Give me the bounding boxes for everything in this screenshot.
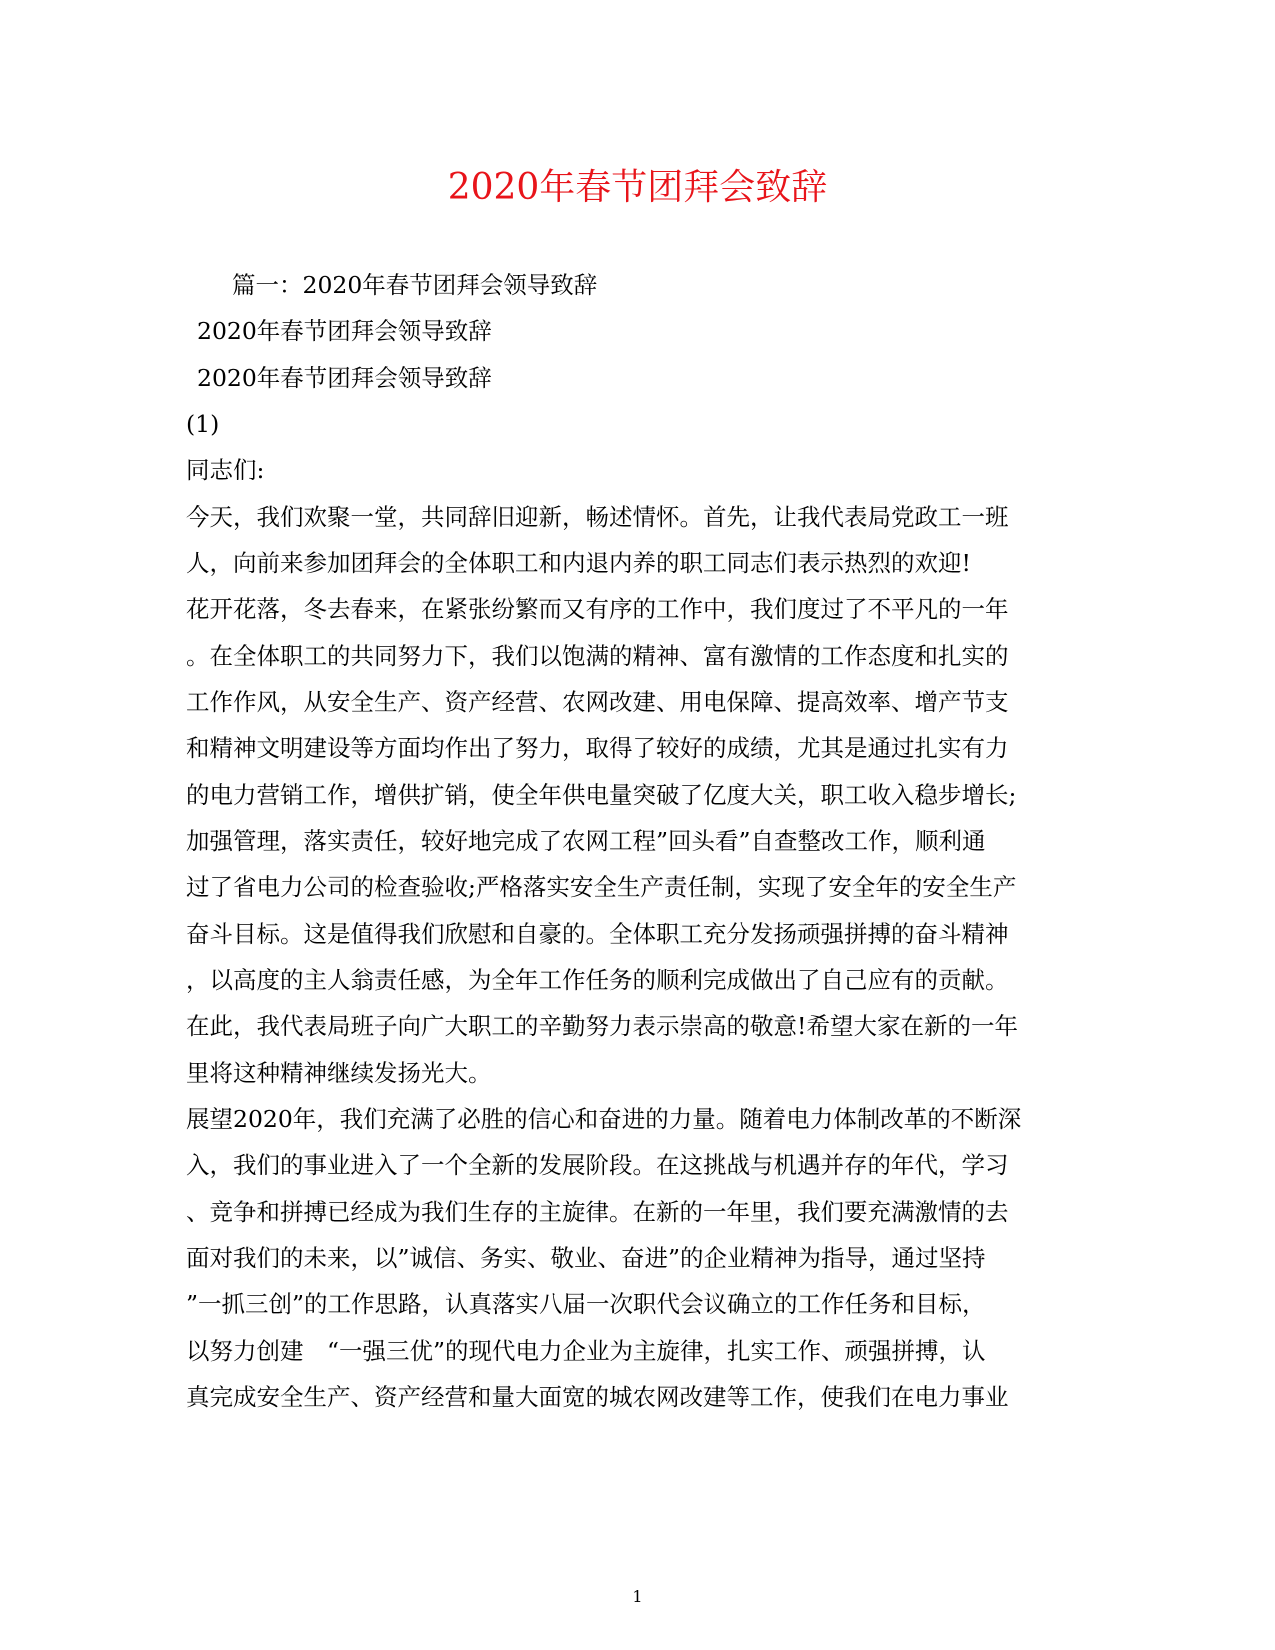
paragraph-line: 奋斗目标。这是值得我们欣慰和自豪的。全体职工充分发扬顽强拼搏的奋斗精神 — [186, 920, 1009, 948]
paragraph-line: (1) — [186, 410, 220, 438]
paragraph-line: ，以高度的主人翁责任感，为全年工作任务的顺利完成做出了自己应有的贡献。 — [186, 966, 1009, 994]
paragraph-line: 真完成安全生产、资产经营和量大面宽的城农网改建等工作，使我们在电力事业 — [186, 1383, 1009, 1411]
page-number: 1 — [632, 1587, 643, 1606]
paragraph-line: 的电力营销工作，增供扩销，使全年供电量突破了亿度大关，职工收入稳步增长; — [186, 781, 1017, 809]
paragraph-line: 花开花落，冬去春来，在紧张纷繁而又有序的工作中，我们度过了不平凡的一年 — [186, 595, 1009, 623]
paragraph-line: 在此，我代表局班子向广大职工的辛勤努力表示崇高的敬意!希望大家在新的一年 — [186, 1012, 1018, 1040]
paragraph-line: 面对我们的未来，以”诚信、务实、敬业、奋进”的企业精神为指导，通过坚持 — [186, 1244, 986, 1272]
paragraph-line: 2020年春节团拜会领导致辞 — [197, 364, 492, 392]
paragraph-line: 以努力创建 “一强三优”的现代电力企业为主旋律，扎实工作、顽强拼搏，认 — [186, 1337, 986, 1365]
paragraph-line: 加强管理，落实责任，较好地完成了农网工程”回头看”自查整改工作，顺利通 — [186, 827, 986, 855]
paragraph-line: 篇一：2020年春节团拜会领导致辞 — [232, 271, 598, 299]
paragraph-line: ”一抓三创”的工作思路，认真落实八届一次职代会议确立的工作任务和目标， — [186, 1290, 986, 1318]
paragraph-line: 、竞争和拼搏已经成为我们生存的主旋律。在新的一年里，我们要充满激情的去 — [186, 1198, 1009, 1226]
paragraph-line: 和精神文明建设等方面均作出了努力，取得了较好的成绩，尤其是通过扎实有力 — [186, 734, 1009, 762]
paragraph-line: 。在全体职工的共同努力下，我们以饱满的精神、富有激情的工作态度和扎实的 — [186, 642, 1009, 670]
paragraph-line: 里将这种精神继续发扬光大。 — [186, 1059, 492, 1087]
paragraph-line: 今天，我们欢聚一堂，共同辞旧迎新，畅述情怀。首先，让我代表局党政工一班 — [186, 503, 1009, 531]
paragraph-line: 入，我们的事业进入了一个全新的发展阶段。在这挑战与机遇并存的年代，学习 — [186, 1151, 1009, 1179]
paragraph-line: 2020年春节团拜会领导致辞 — [197, 317, 492, 345]
document-title: 2020年春节团拜会致辞 — [447, 167, 828, 208]
paragraph-line: 过了省电力公司的检查验收;严格落实安全生产责任制，实现了安全年的安全生产 — [186, 873, 1017, 901]
paragraph-line: 展望2020年，我们充满了必胜的信心和奋进的力量。随着电力体制改革的不断深 — [186, 1105, 1022, 1133]
paragraph-line: 工作作风，从安全生产、资产经营、农网改建、用电保障、提高效率、增产节支 — [186, 688, 1009, 716]
paragraph-line: 同志们: — [186, 456, 265, 484]
paragraph-line: 人，向前来参加团拜会的全体职工和内退内养的职工同志们表示热烈的欢迎! — [186, 549, 971, 577]
